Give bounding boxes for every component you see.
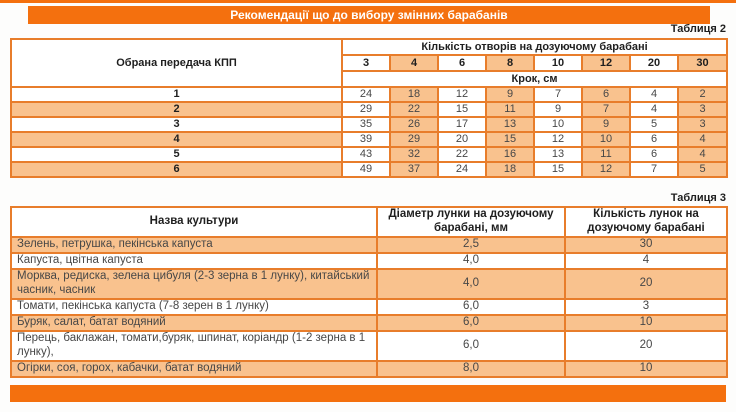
step-cell: 16 [486, 147, 534, 162]
step-cell: 12 [438, 87, 486, 102]
step-cell: 5 [678, 162, 727, 177]
step-cell: 9 [582, 117, 630, 132]
culture-cell: Морква, редиска, зелена цибуля (2-3 зерна в 1 лунку), китайський часник, часник [11, 269, 377, 299]
step-cell: 11 [486, 102, 534, 117]
step-cell: 12 [534, 132, 582, 147]
diameter-cell: 6,0 [377, 315, 565, 331]
holes-cell: 4 [565, 253, 727, 269]
hole-count-header: 8 [486, 55, 534, 71]
table-row [11, 102, 727, 117]
step-cell: 5 [630, 117, 678, 132]
table2-group-header: Кількість отворів на дозуючому барабані [342, 39, 727, 55]
step-cell: 18 [486, 162, 534, 177]
table3-holes-header: Кількість лунок на дозуючому барабані [565, 207, 727, 237]
table-row [11, 162, 727, 177]
step-cell: 2 [678, 87, 727, 102]
holes-cell: 20 [565, 269, 727, 299]
step-cell: 4 [630, 87, 678, 102]
top-orange-strip [0, 0, 736, 3]
step-cell: 12 [582, 162, 630, 177]
holes-cell: 20 [565, 331, 727, 361]
step-cell: 4 [678, 132, 727, 147]
hole-count-header: 12 [582, 55, 630, 71]
table2-caption: Таблиця 2 [670, 23, 726, 35]
gear-step-table [10, 38, 728, 178]
diameter-cell: 2,5 [377, 237, 565, 253]
step-cell: 9 [534, 102, 582, 117]
step-cell: 32 [390, 147, 438, 162]
step-cell: 10 [534, 117, 582, 132]
step-cell: 22 [390, 102, 438, 117]
hole-count-header: 4 [390, 55, 438, 71]
table-row [11, 331, 727, 361]
diameter-cell: 8,0 [377, 361, 565, 377]
gear-cell: 5 [11, 147, 342, 162]
gear-cell: 1 [11, 87, 342, 102]
step-cell: 35 [342, 117, 390, 132]
table3-culture-header: Назва культури [11, 207, 377, 237]
bottom-orange-bar [10, 385, 726, 402]
culture-cell: Буряк, салат, батат водяний [11, 315, 377, 331]
step-cell: 6 [630, 132, 678, 147]
table-row [11, 315, 727, 331]
hole-count-header: 6 [438, 55, 486, 71]
holes-cell: 3 [565, 299, 727, 315]
diameter-cell: 4,0 [377, 269, 565, 299]
step-cell: 37 [390, 162, 438, 177]
step-cell: 22 [438, 147, 486, 162]
table-row [11, 237, 727, 253]
holes-cell: 10 [565, 361, 727, 377]
diameter-cell: 6,0 [377, 299, 565, 315]
hole-count-header: 10 [534, 55, 582, 71]
step-cell: 29 [390, 132, 438, 147]
table-row [11, 269, 727, 299]
step-cell: 18 [390, 87, 438, 102]
holes-cell: 30 [565, 237, 727, 253]
holes-cell: 10 [565, 315, 727, 331]
step-cell: 9 [486, 87, 534, 102]
step-cell: 3 [678, 117, 727, 132]
step-cell: 3 [678, 102, 727, 117]
step-cell: 24 [342, 87, 390, 102]
gear-cell: 4 [11, 132, 342, 147]
step-cell: 4 [678, 147, 727, 162]
gear-cell: 2 [11, 102, 342, 117]
table-row [11, 147, 727, 162]
table-row [11, 253, 727, 269]
table2-col1-header: Обрана передача КПП [11, 39, 342, 87]
hole-count-header: 3 [342, 55, 390, 71]
table-row [11, 361, 727, 377]
culture-cell: Капуста, цвітна капуста [11, 253, 377, 269]
gear-cell: 3 [11, 117, 342, 132]
step-cell: 4 [630, 102, 678, 117]
step-cell: 10 [582, 132, 630, 147]
step-cell: 6 [630, 147, 678, 162]
diameter-cell: 6,0 [377, 331, 565, 361]
step-cell: 20 [438, 132, 486, 147]
step-cell: 7 [582, 102, 630, 117]
hole-count-header: 30 [678, 55, 727, 71]
step-cell: 13 [534, 147, 582, 162]
table-row [11, 117, 727, 132]
hole-count-header: 20 [630, 55, 678, 71]
step-cell: 49 [342, 162, 390, 177]
culture-cell: Перець, баклажан, томати,буряк, шпинат, коріандр (1-2 зерна в 1 лунку), [11, 331, 377, 361]
step-cell: 15 [534, 162, 582, 177]
table-row [11, 299, 727, 315]
gear-cell: 6 [11, 162, 342, 177]
diameter-cell: 4,0 [377, 253, 565, 269]
step-cell: 7 [534, 87, 582, 102]
step-cell: 15 [438, 102, 486, 117]
step-cell: 24 [438, 162, 486, 177]
step-cell: 13 [486, 117, 534, 132]
step-cell: 11 [582, 147, 630, 162]
step-cell: 29 [342, 102, 390, 117]
culture-cell: Томати, пекінська капуста (7-8 зерен в 1 лунку) [11, 299, 377, 315]
page-title: Рекомендації що до вибору змінних барабанів [28, 6, 710, 24]
step-cell: 39 [342, 132, 390, 147]
culture-table [10, 206, 728, 378]
table3-diameter-header: Діаметр лунки на дозуючому барабані, мм [377, 207, 565, 237]
table2-step-header: Крок, см [342, 71, 727, 87]
culture-cell: Огірки, соя, горох, кабачки, батат водяний [11, 361, 377, 377]
step-cell: 6 [582, 87, 630, 102]
step-cell: 15 [486, 132, 534, 147]
step-cell: 43 [342, 147, 390, 162]
table3-caption: Таблиця 3 [670, 192, 726, 204]
culture-cell: Зелень, петрушка, пекінська капуста [11, 237, 377, 253]
step-cell: 17 [438, 117, 486, 132]
step-cell: 7 [630, 162, 678, 177]
step-cell: 26 [390, 117, 438, 132]
table-row [11, 87, 727, 102]
table-row [11, 132, 727, 147]
